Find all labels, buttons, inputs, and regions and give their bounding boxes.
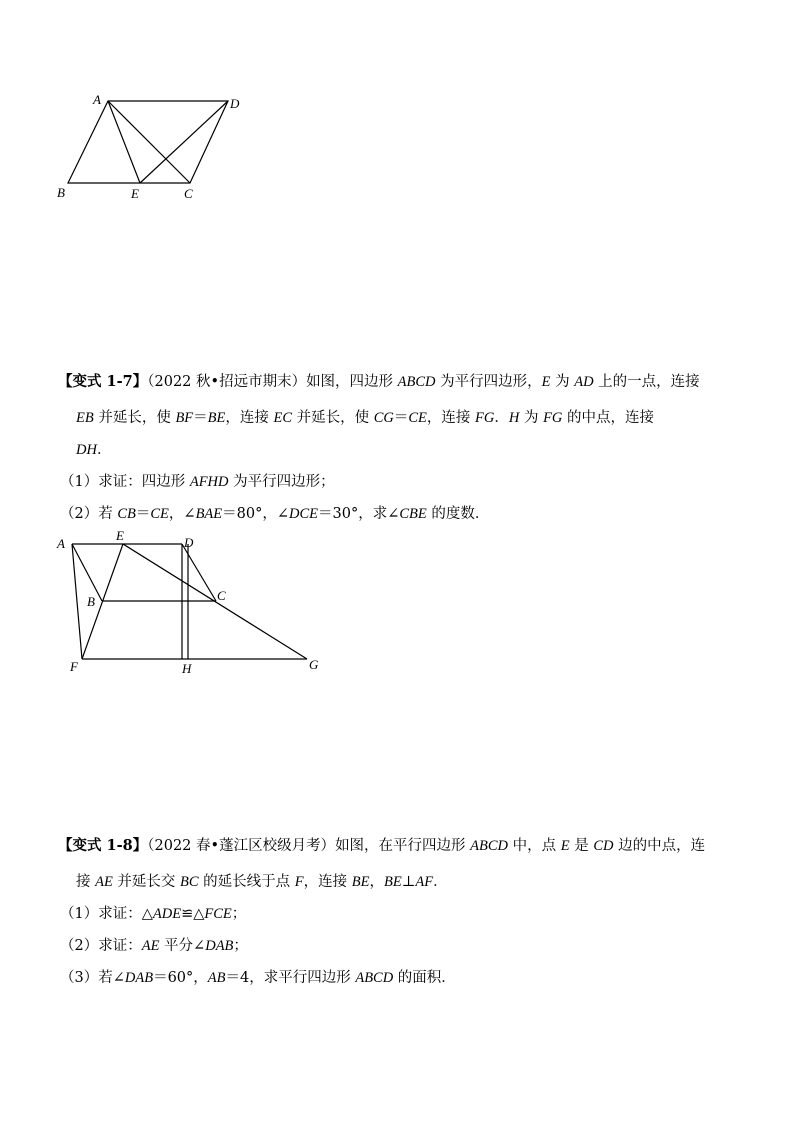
label-e: E — [131, 186, 139, 201]
math: H — [508, 410, 520, 426]
problem-1-8-line-2 — [76, 872, 448, 892]
math: DAB — [124, 970, 154, 986]
math: CE — [408, 410, 427, 426]
label-f: F — [70, 659, 78, 674]
math: CB — [117, 506, 136, 522]
label-d: D — [184, 535, 194, 550]
math: ABCD — [397, 374, 436, 390]
problem-1-7-line-1 — [58, 372, 700, 392]
text: 为 — [550, 374, 575, 390]
label-c: C — [184, 186, 193, 201]
segment-ac — [108, 101, 190, 183]
text: ≌△ — [181, 906, 205, 922]
math: EB — [76, 410, 94, 426]
math: CD — [593, 838, 614, 854]
text: ＝30°，求∠ — [318, 506, 400, 522]
text: ，连接 — [426, 410, 476, 426]
text: 为平行四边形； — [228, 474, 335, 490]
text: ； — [233, 938, 248, 954]
math: DAB — [205, 938, 234, 954]
text: 是 — [569, 838, 594, 854]
text: 求证：△ — [98, 906, 153, 922]
math: ABCD — [355, 970, 394, 986]
math: FG — [543, 410, 563, 426]
problem-1-7-line-3 — [76, 440, 111, 460]
math: ADE — [152, 906, 182, 922]
math: BF — [175, 410, 194, 426]
math: AE — [141, 938, 160, 954]
math: AFHD — [189, 474, 229, 490]
text: ，∠ — [168, 506, 196, 522]
math: ABCD — [470, 838, 509, 854]
math: FCE — [204, 906, 232, 922]
math: F — [294, 874, 304, 890]
label-a: A — [57, 536, 65, 551]
text: ； — [231, 906, 247, 922]
text: ，连接 — [225, 410, 274, 426]
math: DCE — [289, 506, 318, 522]
text: 中，点 — [508, 838, 561, 854]
math: E — [541, 374, 551, 390]
text: ， — [369, 874, 384, 890]
text: 的面积． — [393, 970, 456, 986]
text: 上的一点，连接 — [593, 374, 700, 390]
segment-de — [140, 101, 228, 183]
text: ． — [494, 410, 509, 426]
problem-1-8-question-2 — [60, 936, 248, 956]
math: BE — [207, 410, 226, 426]
problem-1-7-line-2 — [76, 408, 654, 428]
segment-ae — [108, 101, 140, 183]
parallelogram-abcd — [68, 101, 228, 183]
text: ． — [96, 442, 112, 458]
text: 为 — [519, 410, 544, 426]
text: ，连接 — [303, 874, 352, 890]
segment-dc — [182, 544, 216, 601]
label-a: A — [93, 92, 101, 107]
text: 求证： — [98, 938, 142, 954]
text: 的度数． — [426, 506, 490, 522]
problem-1-8-question-3 — [60, 968, 456, 988]
label-g: G — [309, 657, 319, 672]
text: 的延长线于点 — [198, 874, 295, 890]
problem-1-7-source: （2022 秋•招远市期末） — [147, 374, 307, 390]
text: ＝80°，∠ — [222, 506, 289, 522]
question-number: （1） — [60, 474, 99, 490]
text: 若∠ — [98, 970, 125, 986]
math: CG — [373, 410, 394, 426]
text: ＝4，求平行四边形 — [225, 970, 356, 986]
text: 边的中点，连 — [613, 838, 706, 854]
problem-1-8-question-1 — [60, 904, 246, 924]
math: BE — [383, 874, 402, 890]
label-d: D — [230, 96, 240, 111]
math: CBE — [399, 506, 427, 522]
label-c: C — [217, 588, 226, 603]
label-b: B — [57, 185, 65, 200]
text: 平分∠ — [159, 938, 206, 954]
problem-1-8-source: （2022 春•蓬江区校级月考） — [147, 838, 336, 854]
text: ． — [433, 874, 448, 890]
problem-1-7-tag: 【变式 1-7】 — [58, 373, 148, 390]
label-b: B — [87, 594, 95, 609]
math: EC — [273, 410, 293, 426]
text: ＝60°， — [153, 970, 208, 986]
math: FG — [475, 410, 495, 426]
question-number: （1） — [60, 906, 99, 922]
label-e: E — [116, 528, 124, 543]
question-number: （3） — [60, 970, 99, 986]
text: 接 — [76, 874, 96, 890]
text: 为平行四边形， — [435, 374, 542, 390]
question-number: （2） — [60, 506, 99, 522]
math: DH — [76, 442, 97, 458]
text: 并延长，使 — [93, 410, 176, 426]
text: 并延长交 — [112, 874, 181, 890]
math: BC — [180, 874, 199, 890]
math: BAE — [195, 506, 223, 522]
math: AB — [207, 970, 226, 986]
text: 求证：四边形 — [98, 474, 190, 490]
text: ＝ — [135, 506, 151, 522]
math: BE — [351, 874, 370, 890]
text: ＝ — [193, 410, 208, 426]
text: 若 — [98, 506, 118, 522]
problem-1-8-tag: 【变式 1-8】 — [58, 837, 148, 854]
math: CE — [150, 506, 169, 522]
math: AD — [574, 374, 594, 390]
text: 的中点，连接 — [562, 410, 655, 426]
text: 如图，在平行四边形 — [335, 838, 471, 854]
math: AE — [95, 874, 113, 890]
figure-parallelogram-abcd — [0, 0, 300, 220]
text: ⊥ — [401, 874, 416, 890]
text: 并延长，使 — [292, 410, 374, 426]
problem-1-7-question-1 — [60, 472, 335, 492]
figure-afhd — [0, 520, 340, 685]
label-h: H — [182, 661, 192, 676]
math: E — [560, 838, 570, 854]
text: ＝ — [393, 410, 409, 426]
math: AF — [415, 874, 434, 890]
text: 如图，四边形 — [306, 374, 398, 390]
problem-1-8-line-1 — [58, 836, 705, 856]
question-number: （2） — [60, 938, 99, 954]
